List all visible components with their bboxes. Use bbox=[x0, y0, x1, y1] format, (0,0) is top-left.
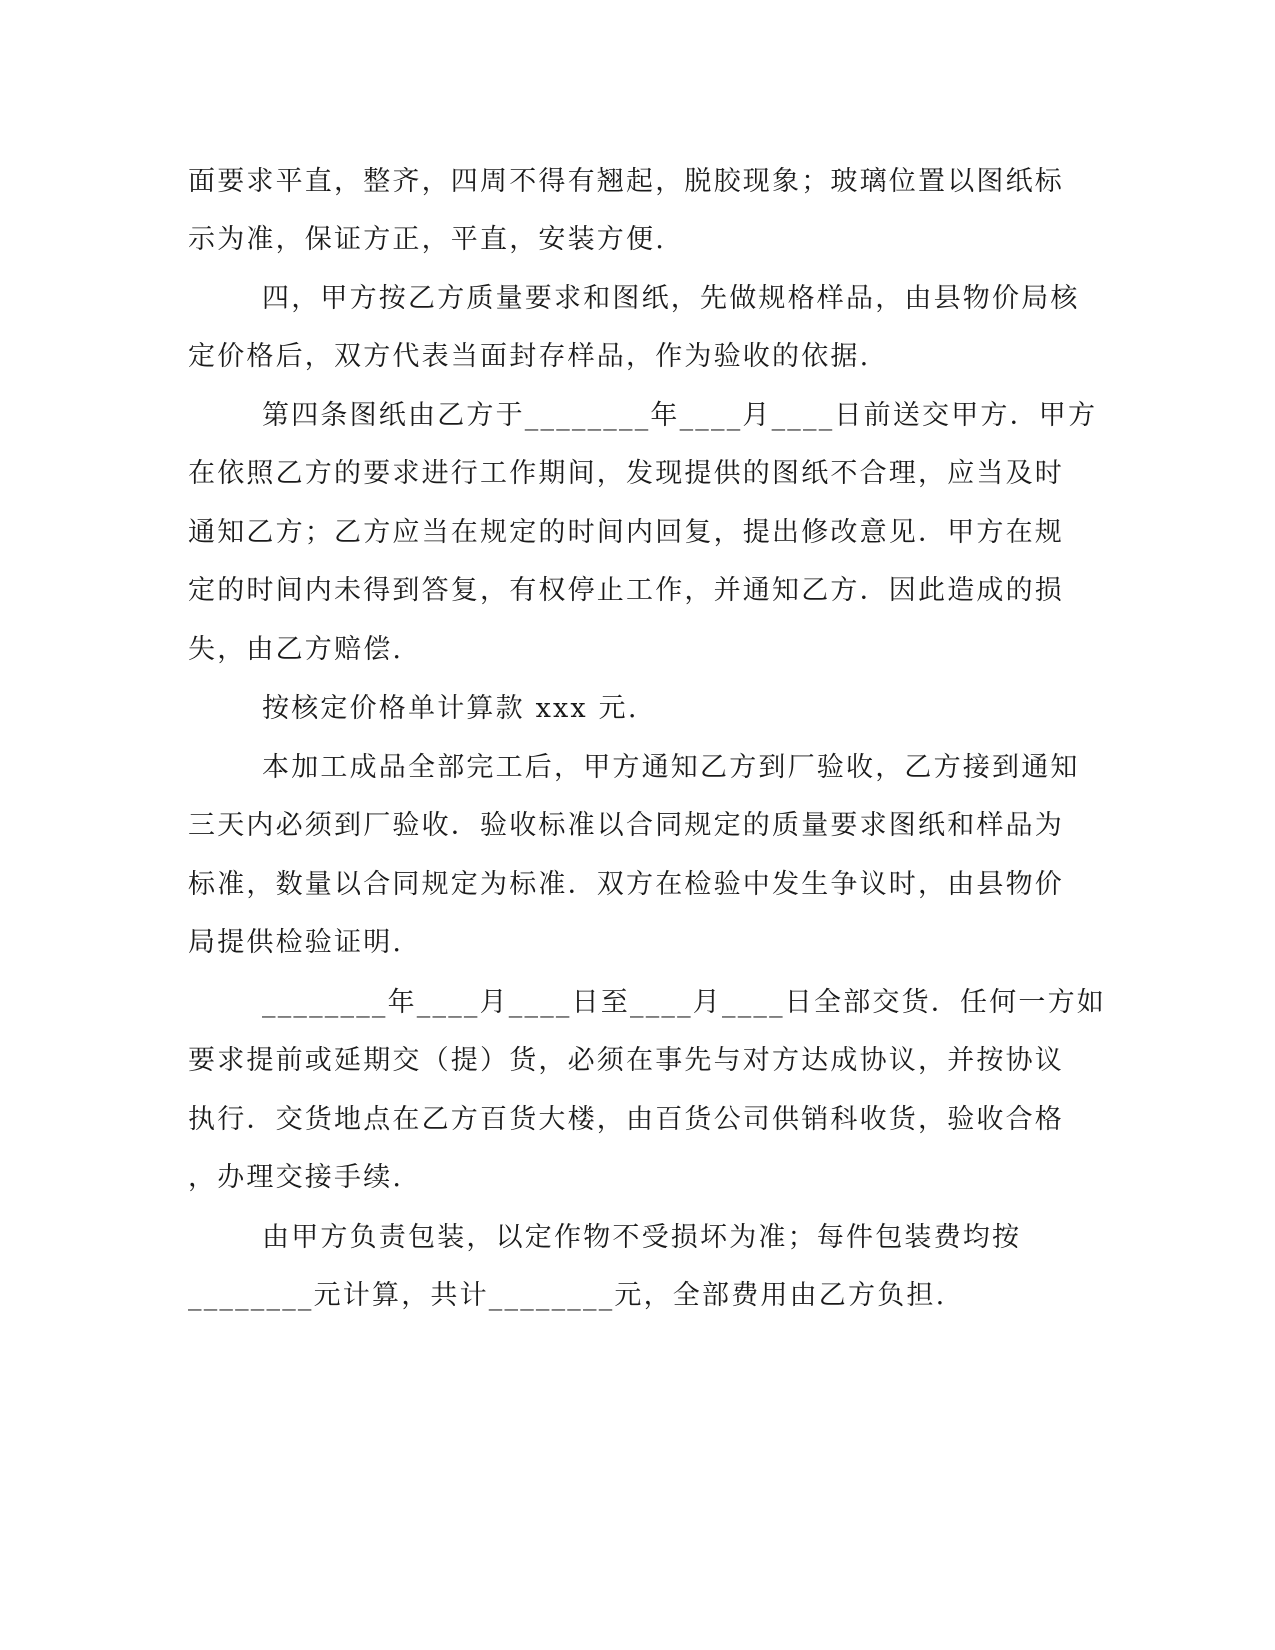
text-line: 由甲方负责包装，以定作物不受损坏为准；每件包装费均按 bbox=[262, 1222, 1022, 1253]
text-line: ________元计算，共计________元，全部费用由乙方负担. bbox=[188, 1280, 947, 1311]
text-line: 要求提前或延期交（提）货，必须在事先与对方达成协议，并按协议 bbox=[188, 1045, 1064, 1076]
text-line: 四，甲方按乙方质量要求和图纸，先做规格样品，由县物价局核 bbox=[262, 283, 1080, 314]
text-line: 标准，数量以合同规定为标准．双方在检验中发生争议时，由县物价 bbox=[188, 869, 1064, 900]
text-line: 定价格后，双方代表当面封存样品，作为验收的依据. bbox=[188, 341, 871, 372]
text-line: 定的时间内未得到答复，有权停止工作，并通知乙方．因此造成的损 bbox=[188, 575, 1064, 606]
text-line: 本加工成品全部完工后，甲方通知乙方到厂验收，乙方接到通知 bbox=[262, 752, 1080, 783]
text-line: 在依照乙方的要求进行工作期间，发现提供的图纸不合理，应当及时 bbox=[188, 458, 1064, 489]
text-line: 通知乙方；乙方应当在规定的时间内回复，提出修改意见．甲方在规 bbox=[188, 517, 1064, 548]
text-line: 执行．交货地点在乙方百货大楼，由百货公司供销科收货，验收合格 bbox=[188, 1104, 1064, 1135]
text-line: 示为准，保证方正，平直，安装方便. bbox=[188, 224, 666, 255]
text-line: 三天内必须到厂验收．验收标准以合同规定的质量要求图纸和样品为 bbox=[188, 810, 1064, 841]
text-line: 按核定价格单计算款 xxx 元. bbox=[262, 693, 639, 724]
text-line: 失，由乙方赔偿. bbox=[188, 634, 404, 665]
text-line: 局提供检验证明. bbox=[188, 927, 404, 958]
text-line: ，办理交接手续. bbox=[188, 1162, 404, 1193]
text-line: 面要求平直，整齐，四周不得有翘起，脱胶现象；玻璃位置以图纸标 bbox=[188, 166, 1064, 197]
text-line: ________年____月____日至____月____日全部交货．任何一方如 bbox=[262, 987, 1106, 1018]
text-line: 第四条图纸由乙方于________年____月____日前送交甲方．甲方 bbox=[262, 400, 1098, 431]
